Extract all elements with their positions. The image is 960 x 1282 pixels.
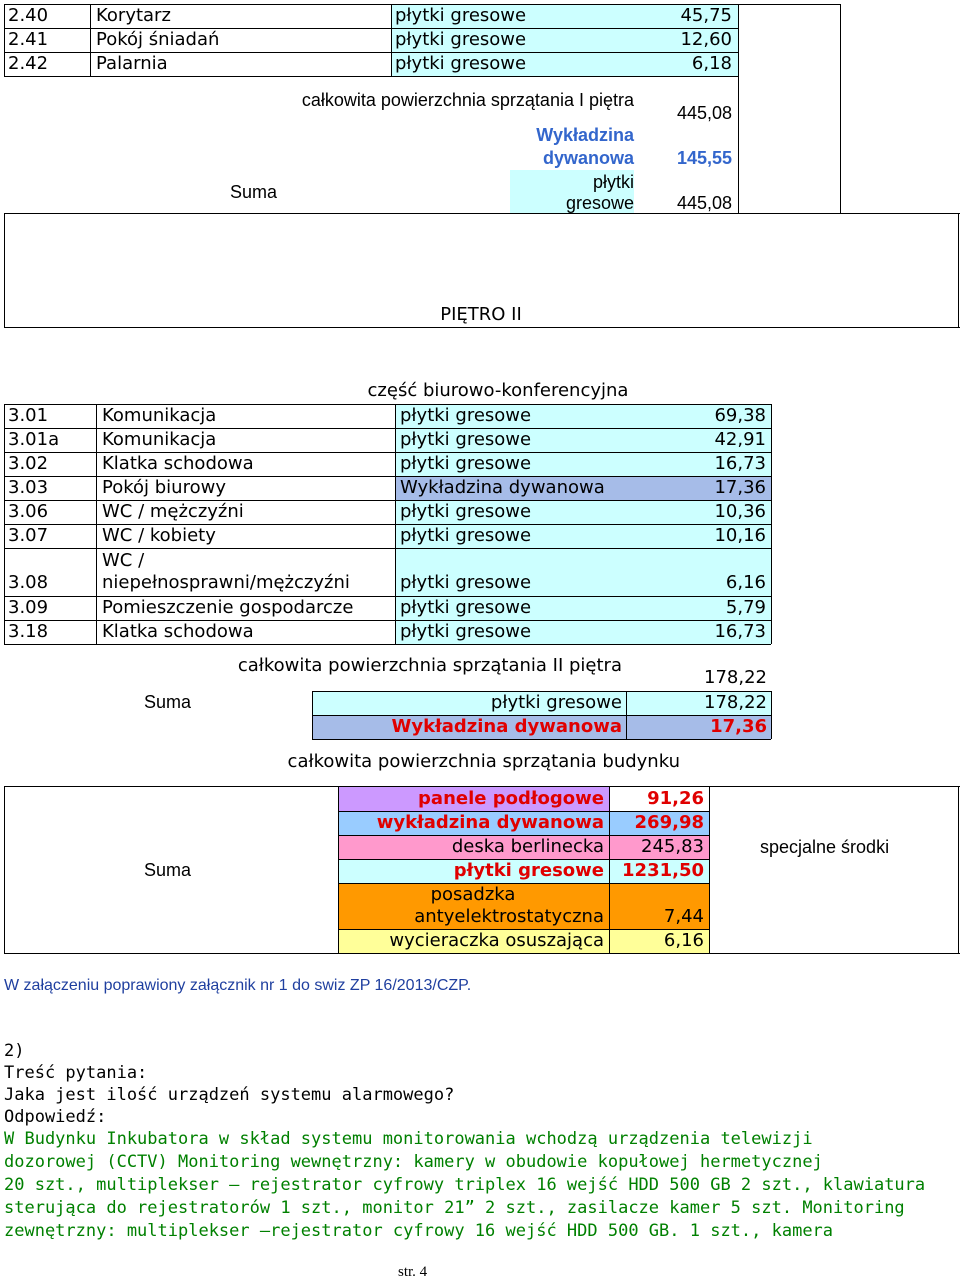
- table-row-no: 3.01: [8, 405, 49, 426]
- building-suma-label: Suma: [144, 860, 192, 880]
- table-row-no: 3.01a: [8, 429, 60, 450]
- table-row-area: 17,36: [714, 477, 766, 498]
- answer-line: sterująca do rejestratorów 1 szt., monitor 21” 2 szt., zasilacze kamer 5 szt. Monitoring: [4, 1198, 905, 1218]
- table-row-room: Pokój biurowy: [102, 477, 226, 498]
- table-row-no: 2.42: [8, 53, 49, 74]
- table-row-room: Palarnia: [96, 53, 168, 74]
- material-label-2: antyelektrostatyczna: [414, 906, 604, 927]
- table-row-room: Korytarz: [96, 5, 171, 26]
- table-row-area: 69,38: [714, 405, 766, 426]
- table-row-room: WC / kobiety: [102, 525, 216, 546]
- answer-line: dozorowej (CCTV) Monitoring wewnętrzny: kamery w obudowie kopułowej hermetycznej: [4, 1152, 823, 1172]
- answer-label: Odpowiedź:: [4, 1107, 107, 1127]
- table-row-type: płytki gresowe: [400, 621, 532, 642]
- table-row-area: 10,16: [714, 525, 766, 546]
- table-row-type: płytki gresowe: [400, 525, 532, 546]
- floor2-total-value: 178,22: [704, 667, 767, 688]
- material-value: 269,98: [634, 812, 704, 833]
- question-number: 2): [4, 1041, 25, 1061]
- floor1-total-value: 445,08: [676, 103, 732, 123]
- page-number: str. 4: [398, 1264, 428, 1280]
- material-value: 6,16: [663, 930, 704, 951]
- table-row-area: 16,73: [714, 453, 766, 474]
- table-row-no: 3.02: [8, 453, 49, 474]
- material-value: 7,44: [663, 906, 704, 927]
- floor1-total-label: całkowita powierzchnia sprzątania I piętra: [301, 90, 634, 110]
- floor2-carpet-value: 17,36: [710, 716, 767, 737]
- attachment-note: W załączeniu poprawiony załącznik nr 1 do swiz ZP 16/2013/CZP.: [4, 977, 472, 994]
- floor2-suma-label: Suma: [144, 692, 192, 712]
- table-row-area: 6,16: [725, 572, 766, 593]
- table-row-no: 3.09: [8, 597, 49, 618]
- table-row-area: 42,91: [714, 429, 766, 450]
- table-row-no: 3.03: [8, 477, 49, 498]
- material-label: wycieraczka osuszająca: [389, 930, 604, 951]
- table-row-no: 3.07: [8, 525, 49, 546]
- floor2-total-label: całkowita powierzchnia sprzątania II piętra: [237, 655, 622, 676]
- material-label: panele podłogowe: [418, 788, 604, 809]
- table-row-type: płytki gresowe: [400, 572, 532, 593]
- table-row-type: płytki gresowe: [400, 405, 532, 426]
- table-row-type: płytki gresowe: [395, 29, 527, 50]
- material-label: wykładzina dywanowa: [376, 812, 604, 833]
- table-row-type: płytki gresowe: [395, 5, 527, 26]
- table-row-room: Pomieszczenie gospodarcze: [102, 597, 354, 618]
- table-row-room: Komunikacja: [102, 429, 217, 450]
- question-text: Jaka jest ilość urządzeń systemu alarmowego?: [4, 1085, 455, 1105]
- section-title: część biurowo-konferencyjna: [367, 380, 629, 401]
- floor1-carpet-value: 145,55: [676, 148, 732, 168]
- answer-line: W Budynku Inkubatora w skład systemu monitorowania wchodzą urządzenia telewizji: [4, 1129, 813, 1149]
- material-label: deska berlinecka: [451, 836, 604, 857]
- table-row-room: WC / mężczyźni: [102, 501, 244, 522]
- floor1-tiles-label: płytki: [592, 172, 634, 192]
- table-row-room: Klatka schodowa: [102, 621, 254, 642]
- table-row-type: płytki gresowe: [400, 501, 532, 522]
- floor1-tiles-value: 445,08: [676, 193, 732, 213]
- floor-title: PIĘTRO II: [440, 304, 522, 325]
- floor1-carpet-label-2: dywanowa: [542, 148, 634, 168]
- table-row-no: 3.06: [8, 501, 49, 522]
- table-row-type: płytki gresowe: [395, 53, 527, 74]
- table-row-room: Klatka schodowa: [102, 453, 254, 474]
- floor2-tiles-value: 178,22: [704, 692, 767, 713]
- material-label: płytki gresowe: [453, 860, 604, 881]
- table-row-no: 2.40: [8, 5, 49, 26]
- floor1-tiles-label-2: gresowe: [565, 193, 634, 213]
- floor2-carpet-label: Wykładzina dywanowa: [391, 716, 622, 737]
- table-row-area: 45,75: [680, 5, 732, 26]
- material-value: 1231,50: [622, 860, 704, 881]
- table-row-area: 10,36: [714, 501, 766, 522]
- table-row-type: Wykładzina dywanowa: [400, 477, 605, 498]
- table-row-no: 3.08: [8, 572, 49, 593]
- table-row-room: WC /: [102, 550, 145, 571]
- table-row-room-2: niepełnosprawni/mężczyźni: [102, 572, 350, 593]
- answer-line: 20 szt., multiplekser – rejestrator cyfrowy triplex 16 wejść HDD 500 GB 2 szt., klawiatura: [4, 1175, 926, 1195]
- table-row-area: 5,79: [725, 597, 766, 618]
- table-row-area: 16,73: [714, 621, 766, 642]
- special-means-label: specjalne środki: [760, 837, 890, 857]
- table-row-type: płytki gresowe: [400, 597, 532, 618]
- table-row-area: 12,60: [680, 29, 732, 50]
- table-row-room: Pokój śniadań: [96, 29, 220, 50]
- building-total-label: całkowita powierzchnia sprzątania budynku: [287, 751, 680, 772]
- material-value: 245,83: [641, 836, 704, 857]
- material-label: posadzka: [430, 884, 516, 905]
- table-row-no: 3.18: [8, 621, 49, 642]
- material-value: 91,26: [647, 788, 704, 809]
- question-label: Treść pytania:: [4, 1063, 148, 1083]
- answer-line: zewnętrzny: multiplekser –rejestrator cyfrowy 16 wejść HDD 500 GB. 1 szt., kamera: [4, 1221, 834, 1241]
- table-row-type: płytki gresowe: [400, 429, 532, 450]
- floor1-suma-label: Suma: [230, 182, 278, 202]
- table-row-area: 6,18: [691, 53, 732, 74]
- table-row-no: 2.41: [8, 29, 49, 50]
- table-row-room: Komunikacja: [102, 405, 217, 426]
- floor1-carpet-label: Wykładzina: [536, 125, 634, 145]
- table-row-type: płytki gresowe: [400, 453, 532, 474]
- floor2-tiles-label: płytki gresowe: [490, 692, 622, 713]
